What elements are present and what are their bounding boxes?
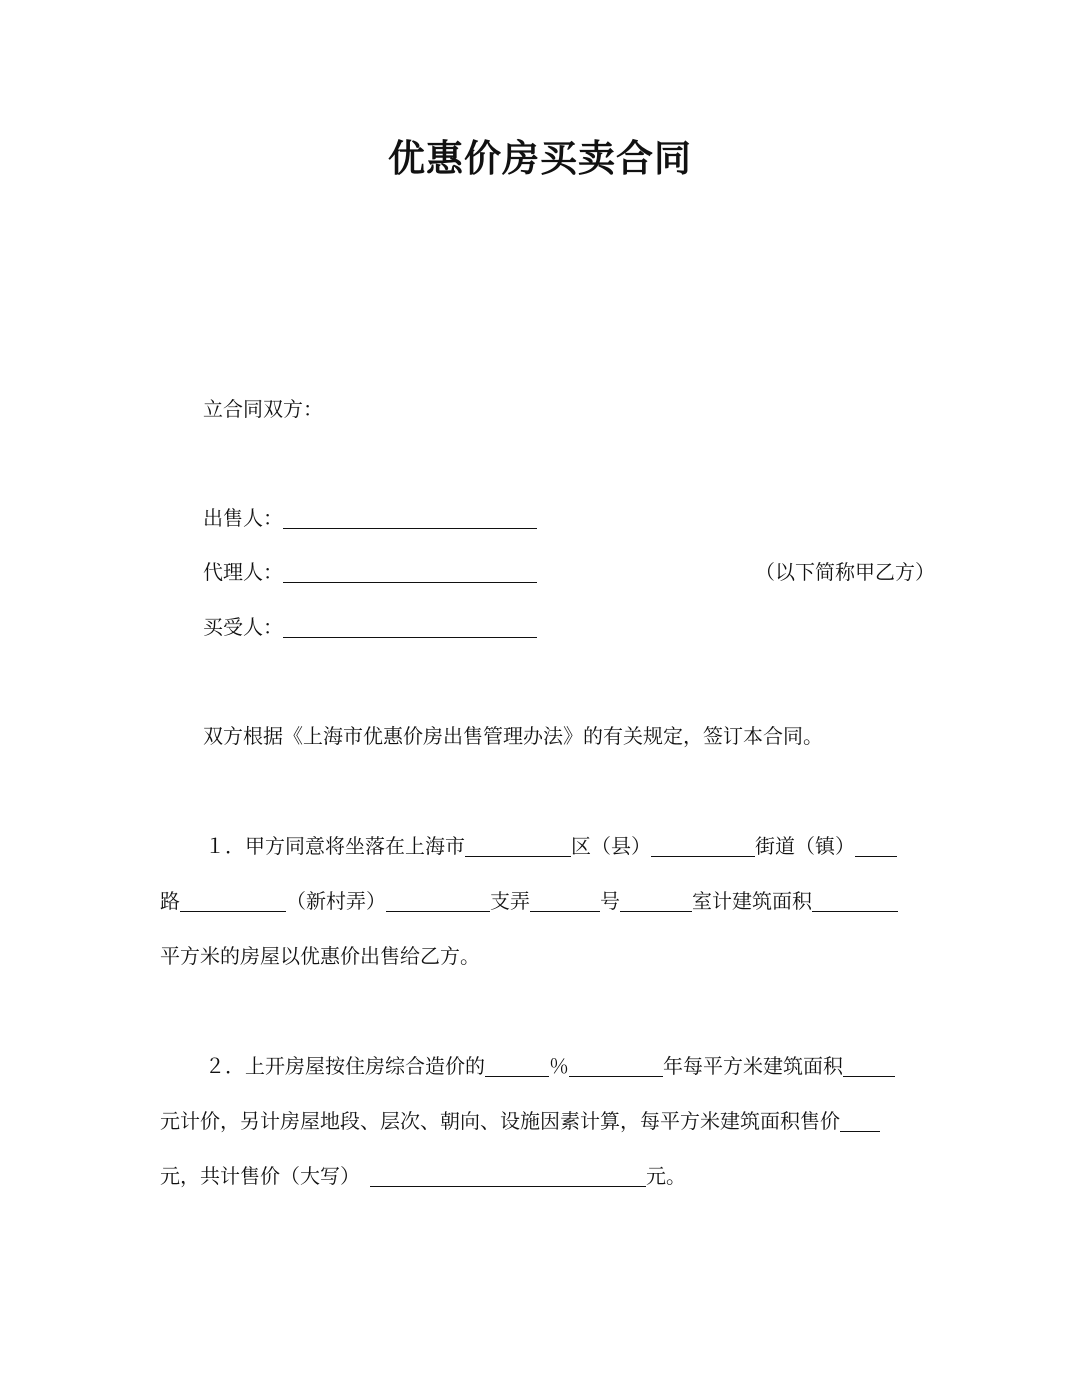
clause2-text: 年每平方米建筑面积 (663, 1054, 843, 1078)
seller-blank (283, 506, 537, 529)
buyer-label: 买受人： (203, 615, 283, 639)
parties-heading: 立合同双方： (203, 397, 323, 421)
document-title: 优惠价房买卖合同 (388, 137, 692, 180)
clause2-line1 (205, 1052, 895, 1080)
percent-blank (485, 1054, 549, 1077)
clause2-line2 (160, 1107, 880, 1135)
clause1-text: 支弄 (490, 889, 530, 913)
clause1-text: 路 (160, 889, 180, 913)
buyer-blank (283, 615, 537, 638)
agent-line (203, 558, 537, 586)
clause2-text: ％ (549, 1054, 569, 1078)
clause2-text: 元。 (646, 1164, 686, 1188)
agent-label: 代理人： (203, 560, 283, 584)
clause1-text: 街道（镇） (755, 834, 855, 858)
clause1-text: 区（县） (571, 834, 651, 858)
unit-price-blank (843, 1054, 895, 1077)
lane-blank (386, 889, 490, 912)
area-blank (812, 889, 898, 912)
sublane-blank (530, 889, 600, 912)
clause1-text: （新村弄） (286, 889, 386, 913)
seller-label: 出售人： (203, 506, 283, 530)
clause1-line1 (205, 832, 897, 860)
clause1-line2 (160, 887, 898, 915)
buyer-line (203, 613, 537, 641)
preamble: 双方根据《上海市优惠价房出售管理办法》的有关规定，签订本合同。 (203, 724, 823, 748)
number-blank (620, 889, 692, 912)
clause2-text: 元计价，另计房屋地段、层次、朝向、设施因素计算，每平方米建筑面积售价 (160, 1109, 840, 1133)
clause2-text: 元，共计售价（大写） (160, 1164, 360, 1188)
clause1-text: １．甲方同意将坐落在上海市 (205, 834, 465, 858)
seller-line (203, 504, 537, 532)
street-blank (651, 834, 755, 857)
clause1-text: 号 (600, 889, 620, 913)
road-name-blank (180, 889, 286, 912)
agent-blank (283, 560, 537, 583)
road-blank (855, 834, 897, 857)
clause2-text: ２．上开房屋按住房综合造价的 (205, 1054, 485, 1078)
sale-price-blank (840, 1109, 880, 1132)
abbrev-note: （以下简称甲乙方） (755, 560, 935, 584)
clause2-line3 (160, 1162, 686, 1190)
clause1-line3: 平方米的房屋以优惠价出售给乙方。 (160, 944, 480, 968)
clause1-text: 室计建筑面积 (692, 889, 812, 913)
total-price-blank (370, 1164, 646, 1187)
year-blank (569, 1054, 663, 1077)
district-blank (465, 834, 571, 857)
